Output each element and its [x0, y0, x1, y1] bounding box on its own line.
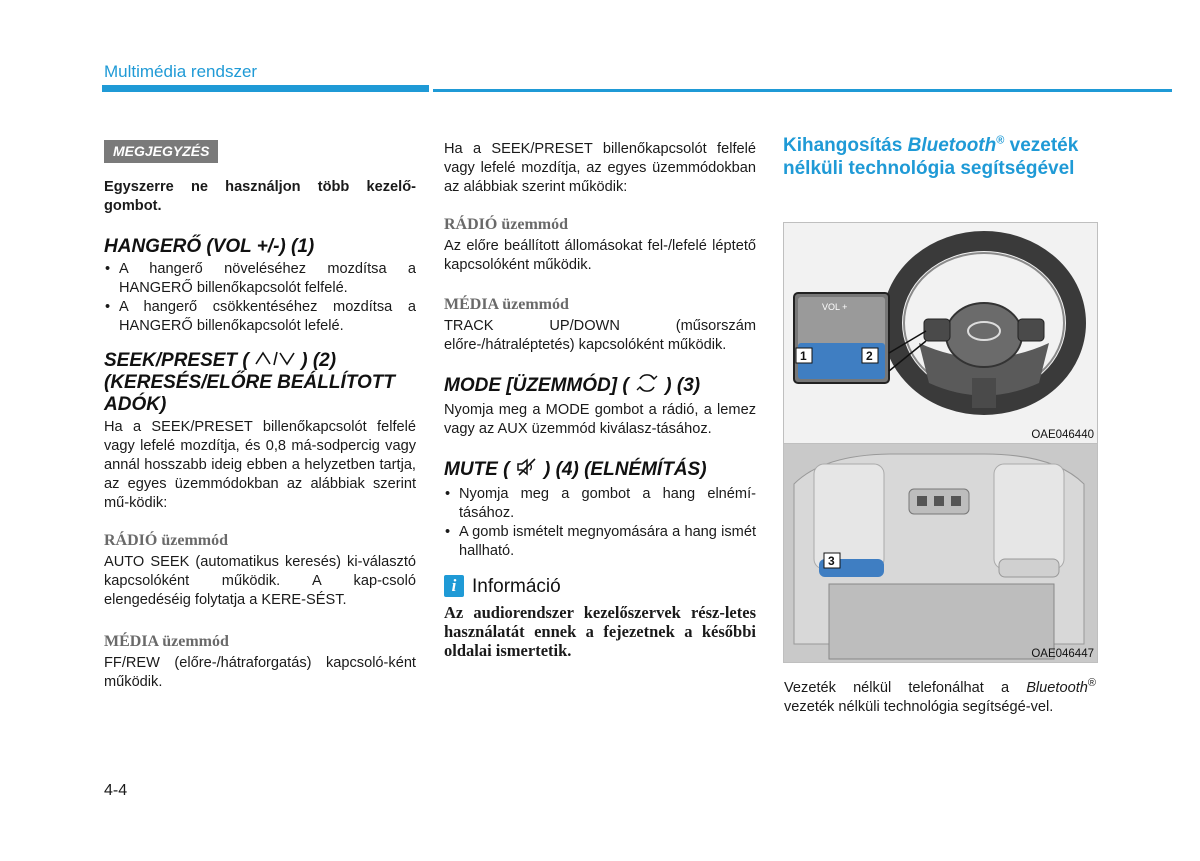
radio-mode-text: AUTO SEEK (automatikus keresés) ki-választó kapcsolóként működik. A kap-csoló elengedéséig folytatja a KERE-SÉST. [104, 554, 416, 609]
vol-label: VOL + [822, 302, 848, 312]
volume-heading: HANGERŐ (VOL +/-) (1) [104, 236, 315, 257]
mute-bullets [444, 485, 756, 561]
overhead-console-illustration [784, 444, 1097, 662]
mute-heading: MUTE ( ) (4) (ELNÉMÍTÁS) [444, 457, 756, 483]
mode-text: Nyomja meg a MODE gombot a rádió, a lemez vagy az AUX üzemmód kiválasz-tásához. [444, 402, 756, 437]
overhead-console-figure [783, 443, 1098, 663]
header-bar-thin [433, 89, 1172, 92]
callout-3: 3 [828, 554, 835, 568]
speaker-mute-icon [515, 457, 539, 483]
seek-heading: SEEK/PRESET ( ) (2) (KERESÉS/ELŐRE BEÁLLÍTOTT ADÓK) [104, 350, 396, 416]
info-title: Információ [472, 575, 561, 597]
list-item: • A hangerő csökkentéséhez mozdítsa a HANGERŐ billenőkapcsolót lefelé. [104, 298, 416, 336]
media-mode-subheading: MÉDIA üzemmód [444, 296, 569, 313]
column-left [104, 140, 416, 692]
radio-mode-subheading: RÁDIÓ üzemmód [104, 532, 228, 550]
info-heading [444, 575, 756, 597]
callout-1: 1 [800, 349, 807, 363]
mode-cycle-icon [634, 373, 660, 399]
callout-2: 2 [866, 349, 873, 363]
up-down-arrow-icon [254, 350, 296, 372]
media-mode-text: TRACK UP/DOWN (műsorszám előre-/hátraléptetés) kapcsolóként működik. [444, 318, 756, 353]
note-badge: MEGJEGYZÉS [104, 140, 218, 163]
list-item: • A hangerő növeléséhez mozdítsa a HANGERŐ billenőkapcsolót felfelé. [104, 260, 416, 298]
column-middle [444, 140, 756, 660]
header-bar-thick [102, 85, 429, 92]
steering-wheel-illustration [784, 223, 1097, 443]
seek-text: Ha a SEEK/PRESET billenőkapcsolót felfelé vagy lefelé mozdítja, és 0,8 má-sodpercig vagy annál hosszabb ideig ebben a helyzetben tartja, az egyes üzemmódokban az alábbiak szerint mű-ködik: [104, 419, 416, 512]
page-number: 4-4 [104, 782, 128, 799]
media-mode-text: FF/REW (előre-/hátraforgatás) kapcsoló-ként működik. [104, 655, 416, 691]
column-right [783, 134, 1097, 180]
info-text: Az audiorendszer kezelőszervek rész-letes használatát ennek a fejezetnek a későbbi oldalai ismertetik. [444, 603, 756, 660]
steering-wheel-figure [783, 222, 1098, 444]
seek-intro-text: Ha a SEEK/PRESET billenőkapcsolót felfelé vagy lefelé mozdítja, az egyes üzemmódokban az alábbiak szerint működik: [444, 141, 756, 195]
mode-heading: MODE [ÜZEMMÓD] ( ) (3) [444, 373, 756, 399]
info-icon: i [444, 575, 464, 597]
running-header: Multimédia rendszer [104, 62, 258, 81]
figure-code: OAE046447 [1031, 648, 1094, 660]
list-item: • A gomb ismételt megnyomására a hang ismét hallható. [444, 523, 756, 561]
radio-mode-subheading: RÁDIÓ üzemmód [444, 216, 568, 233]
bluetooth-section-heading: Kihangosítás Bluetooth® vezeték nélküli technológia segítségével [783, 134, 1079, 179]
list-item: • Nyomja meg a gombot a hang elnémí-tásához. [444, 485, 756, 523]
radio-mode-text: Az előre beállított állomásokat fel-/lefelé léptető kapcsolóként működik. [444, 238, 756, 273]
volume-bullets [104, 260, 416, 336]
figure-code: OAE046440 [1031, 429, 1094, 441]
figure-caption: Vezeték nélkül telefonálhat a Bluetooth® vezeték nélküli technológia segítségé-vel. [784, 676, 1096, 715]
media-mode-subheading: MÉDIA üzemmód [104, 633, 229, 651]
note-text: Egyszerre ne használjon több kezelő-gombot. [104, 179, 416, 214]
